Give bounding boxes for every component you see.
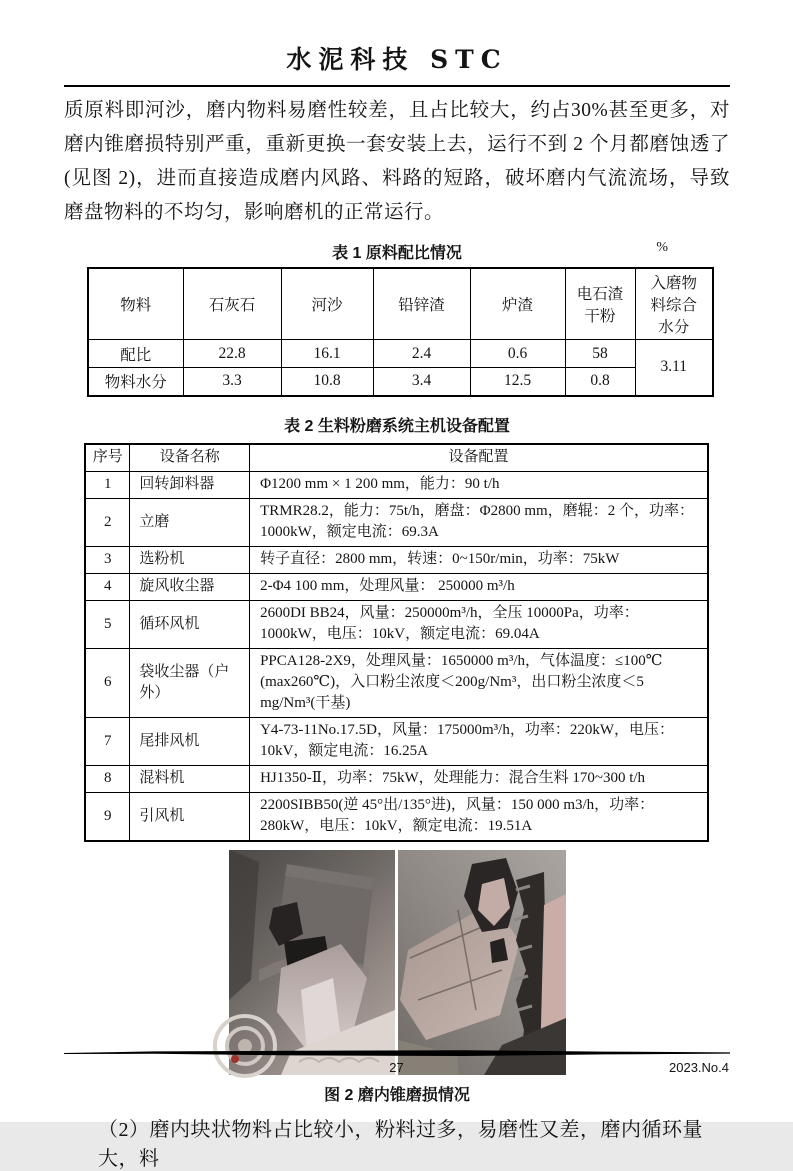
table2-equipment-config-text: HJ1350-Ⅱ，功率：75kW，处理能力：混合生料 170~300 t/h — [250, 765, 708, 792]
table2-equipment-config-text: Y4-73-11No.17.5D，风量：175000m³/h，功率：220kW，电压：10kV，额定电流：16.25A — [250, 717, 708, 765]
table2-equipment-name: 旋风收尘器 — [130, 573, 250, 600]
table1-header-cell: 入磨物料综合 水分 — [635, 268, 713, 340]
table2-equipment-name: 选粉机 — [130, 546, 250, 573]
table2-no: 8 — [85, 765, 130, 792]
table1-header-cell: 铅锌渣 — [373, 268, 470, 340]
table2-header-cell: 序号 — [85, 444, 130, 472]
table1-title: 表 1 原料配比情况 — [332, 245, 462, 262]
table1-header-cell: 物料 — [88, 268, 183, 340]
table2-row — [85, 717, 708, 765]
table1-cell: 2.4 — [373, 340, 470, 368]
table1-cell: 0.8 — [565, 368, 635, 396]
table2-equipment-name: 循环风机 — [130, 600, 250, 648]
table2-header-cell: 设备配置 — [250, 444, 708, 472]
table2-row — [85, 600, 708, 648]
table2-equipment-config-text: 2200SIBB50(逆 45°出/135°进)，风量：150 000 m3/h，功率：280kW，电压：10kV，额定电流：19.51A — [250, 792, 708, 841]
table1-header-cell: 电石渣 干粉 — [565, 268, 635, 340]
table2-equipment-config-text: PPCA128-2X9，处理风量：1650000 m³/h，气体温度：≤100℃(max260℃)，入口粉尘浓度＜200g/Nm³，出口粉尘浓度＜5 mg/Nm³(干基) — [250, 648, 708, 717]
table2-equipment-name: 回转卸料器 — [130, 471, 250, 498]
body-paragraph-1: 质原料即河沙，磨内物料易磨性较差，且占比较大，约占30%甚至更多，对磨内锥磨损特别严重，重新更换一套安装上去，运行不到 2 个月都磨蚀透了(见图 2)，进而直接造成磨内风路、料路的短路，破坏磨内气流流场，导致磨盘物料的不均匀，影响磨机的正常运行。 — [64, 100, 730, 223]
table2-equipment-name: 尾排风机 — [130, 717, 250, 765]
table1-cell: 22.8 — [183, 340, 281, 368]
table2-equipment-config-text: TRMR28.2，能力：75t/h，磨盘：Φ2800 mm，磨辊：2 个，功率：1000kW，额定电流：69.3A — [250, 498, 708, 546]
table2-equipment-name: 袋收尘器（户外） — [130, 648, 250, 717]
table2-header-row — [85, 444, 708, 472]
table2-no: 4 — [85, 573, 130, 600]
table1-cell: 58 — [565, 340, 635, 368]
page-number: 27 — [389, 1060, 404, 1075]
table2-equipment-name: 混料机 — [130, 765, 250, 792]
body-paragraph-2: （2）磨内块状物料占比较小，粉料过多，易磨性又差，磨内循环量大，料 — [98, 1118, 703, 1170]
table2-no: 2 — [85, 498, 130, 546]
table1-cell: 3.3 — [183, 368, 281, 396]
table2-row — [85, 792, 708, 841]
table1-cell: 0.6 — [470, 340, 565, 368]
issue-label: 2023.No.4 — [669, 1060, 729, 1075]
table2-row — [85, 471, 708, 498]
table1-row-label: 配比 — [88, 340, 183, 368]
page-content — [64, 0, 730, 1171]
table1-header-row — [88, 268, 713, 340]
table1-row-ratio — [88, 340, 713, 368]
footer-divider — [64, 1049, 730, 1058]
table1-header-cell: 炉渣 — [470, 268, 565, 340]
table2-equipment-config-text: 2-Φ4 100 mm，处理风量： 250000 m³/h — [250, 573, 708, 600]
table2-equipment-name: 立磨 — [130, 498, 250, 546]
table2-equipment-name: 引风机 — [130, 792, 250, 841]
worn-cone-photo-left — [229, 850, 395, 1075]
figure-2 — [64, 850, 730, 1075]
table1-cell: 10.8 — [281, 368, 373, 396]
worn-cone-photo-right — [398, 850, 566, 1075]
table1-row-moisture — [88, 368, 713, 396]
table2-no: 5 — [85, 600, 130, 648]
table1-raw-material-ratio — [87, 267, 714, 397]
table2-row — [85, 498, 708, 546]
table2-equipment-config-text: 2600DI BB24，风量：250000m³/h，全压 10000Pa，功率：1000kW，电压：10kV，额定电流：69.04A — [250, 600, 708, 648]
table1-unit-label: % — [656, 240, 668, 255]
table1-header-cell: 河沙 — [281, 268, 373, 340]
table2-no: 3 — [85, 546, 130, 573]
table2-equipment-config-text: 转子直径：2800 mm，转速：0~150r/min，功率：75kW — [250, 546, 708, 573]
table1-merged-moisture-cell: 3.11 — [635, 340, 713, 396]
table1-row-label: 物料水分 — [88, 368, 183, 396]
table1-cell: 12.5 — [470, 368, 565, 396]
table2-row — [85, 546, 708, 573]
table2-equipment-config — [84, 443, 709, 842]
journal-header-title: 水泥科技 STC — [286, 45, 508, 74]
table1-cell: 3.4 — [373, 368, 470, 396]
table2-no: 6 — [85, 648, 130, 717]
table1-titlebar — [64, 240, 730, 262]
table2-no: 9 — [85, 792, 130, 841]
table2-row — [85, 573, 708, 600]
table2-no: 1 — [85, 471, 130, 498]
table2-title: 表 2 生料粉磨系统主机设备配置 — [284, 417, 510, 435]
table2-header-cell: 设备名称 — [130, 444, 250, 472]
table2-row — [85, 648, 708, 717]
figure-2-caption: 图 2 磨内锥磨损情况 — [324, 1086, 470, 1104]
table2-equipment-config-text: Φ1200 mm × 1 200 mm，能力：90 t/h — [250, 471, 708, 498]
header-divider — [64, 85, 730, 87]
table1-header-cell: 石灰石 — [183, 268, 281, 340]
table2-row — [85, 765, 708, 792]
table2-no: 7 — [85, 717, 130, 765]
table1-cell: 16.1 — [281, 340, 373, 368]
